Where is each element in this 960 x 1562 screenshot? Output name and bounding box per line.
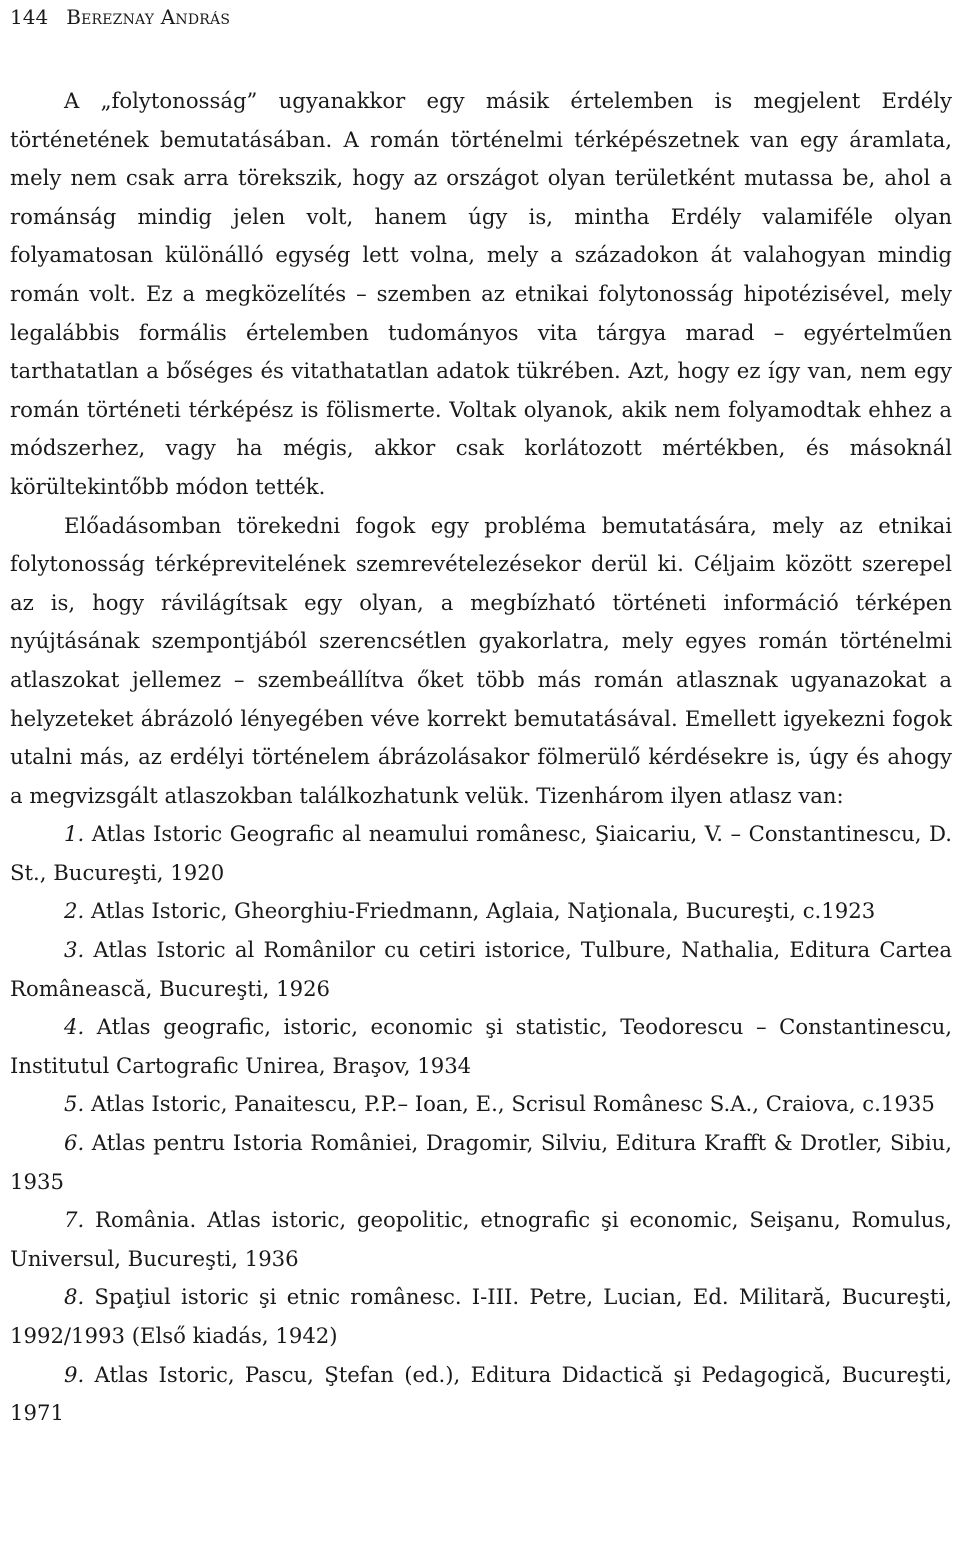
atlas-number: 4. (64, 1014, 85, 1040)
page-number: 144 (10, 5, 49, 29)
atlas-citation: Atlas pentru Istoria României, Dragomir, Silviu, Editura Krafft & Drotler, Sibiu, 1935 (10, 1130, 952, 1194)
atlas-number: 7. (64, 1207, 85, 1233)
atlas-list (10, 815, 952, 1433)
atlas-number: 6. (64, 1130, 85, 1156)
body-text (10, 82, 952, 1433)
atlas-citation: Atlas Istoric, Panaitescu, P.P.– Ioan, E., Scrisul Românesc S.A., Craiova, c.1935 (84, 1091, 935, 1117)
atlas-citation: Atlas Istoric, Pascu, Ştefan (ed.), Editura Didactică şi Pedagogică, Bucureşti, 1971 (10, 1361, 952, 1426)
atlas-list-item (10, 1124, 952, 1201)
atlas-number: 1. (64, 821, 85, 847)
atlas-citation: Atlas Istoric Geografic al neamului românesc, Şiaicariu, V. – Constantinescu, D. St., Bucureşti, 1920 (10, 821, 952, 885)
running-head-author: Bereznay András (66, 5, 231, 29)
atlas-list-item (10, 892, 952, 931)
atlas-number: 3. (64, 937, 85, 963)
atlas-list-item (10, 931, 952, 1008)
atlas-citation: România. Atlas istoric, geopolitic, etnografic şi economic, Seişanu, Romulus, Universul, Bucureşti, 1936 (10, 1207, 952, 1271)
atlas-citation: Spaţiul istoric şi etnic românesc. I-III. Petre, Lucian, Ed. Militară, Bucureşti, 1992/1993 (Első kiadás, 1942) (10, 1284, 952, 1348)
atlas-list-item (10, 1008, 952, 1085)
atlas-number: 8. (64, 1284, 85, 1310)
atlas-number: 9. (64, 1361, 85, 1387)
paragraph: A „folytonosság” ugyanakkor egy másik értelemben is megjelent Erdély történetének bemutatásában. A román történelmi térképészetnek van egy áramlata, mely nem csak arra törekszik, hogy az országot olyan területként mutassa be, ahol a románság mindig jelen volt, hanem úgy is, mintha Erdély valamiféle olyan folyamatosan különálló egység lett volna, mely a századokon át valahogyan mindig román volt. Ez a megközelítés – szemben az etnikai folytonosság hipotézisével, mely legalábbis formális értelemben tudományos vita tárgya marad – egyértelműen tarthatatlan a bőséges és vitathatatlan adatok tükrében. Azt, hogy ez így van, nem egy román történeti térképész is fölismerte. Voltak olyanok, akik nem folyamodtak ehhez a módszerhez, vagy ha mégis, akkor csak korlátozott mértékben, és másoknál körültekintőbb módon tették. (10, 88, 952, 499)
paragraph: Előadásomban törekedni fogok egy probléma bemutatására, mely az etnikai folytonosság térképrevitelének szemrevételezésekor derül ki. Céljaim között szerepel az is, hogy rávilágítsak egy olyan, a megbízható történeti információ térképen nyújtásának szempontjából szerencsétlen gyakorlatra, mely egyes román történelmi atlaszokat jellemez – szembeállítva őket több más román atlasznak ugyanazokat a helyzeteket ábrázoló lényegében véve korrekt bemutatásával. Emellett igyekezni fogok utalni más, az erdélyi történelem ábrázolásakor fölmerülő kérdésekre is, úgy és ahogy a megvizsgált atlaszokban találkozhatunk velük. Tizenhárom ilyen atlasz van: (10, 512, 952, 808)
atlas-list-item (10, 1201, 952, 1278)
atlas-list-item (10, 815, 952, 892)
atlas-citation: Atlas Istoric al Românilor cu cetiri istorice, Tulbure, Nathalia, Editura Cartea Românească, Bucureşti, 1926 (10, 937, 952, 1001)
atlas-list-item (10, 1278, 952, 1355)
running-head (10, 4, 230, 30)
atlas-number: 5. (64, 1091, 85, 1117)
atlas-list-item (10, 1356, 952, 1433)
atlas-citation: Atlas geografic, istoric, economic şi statistic, Teodorescu – Constantinescu, Institutul Cartografic Unirea, Braşov, 1934 (10, 1014, 952, 1078)
atlas-number: 2. (64, 898, 85, 924)
atlas-list-item (10, 1085, 952, 1124)
atlas-citation: Atlas Istoric, Gheorghiu-Friedmann, Aglaia, Naţionala, Bucureşti, c.1923 (84, 898, 876, 924)
